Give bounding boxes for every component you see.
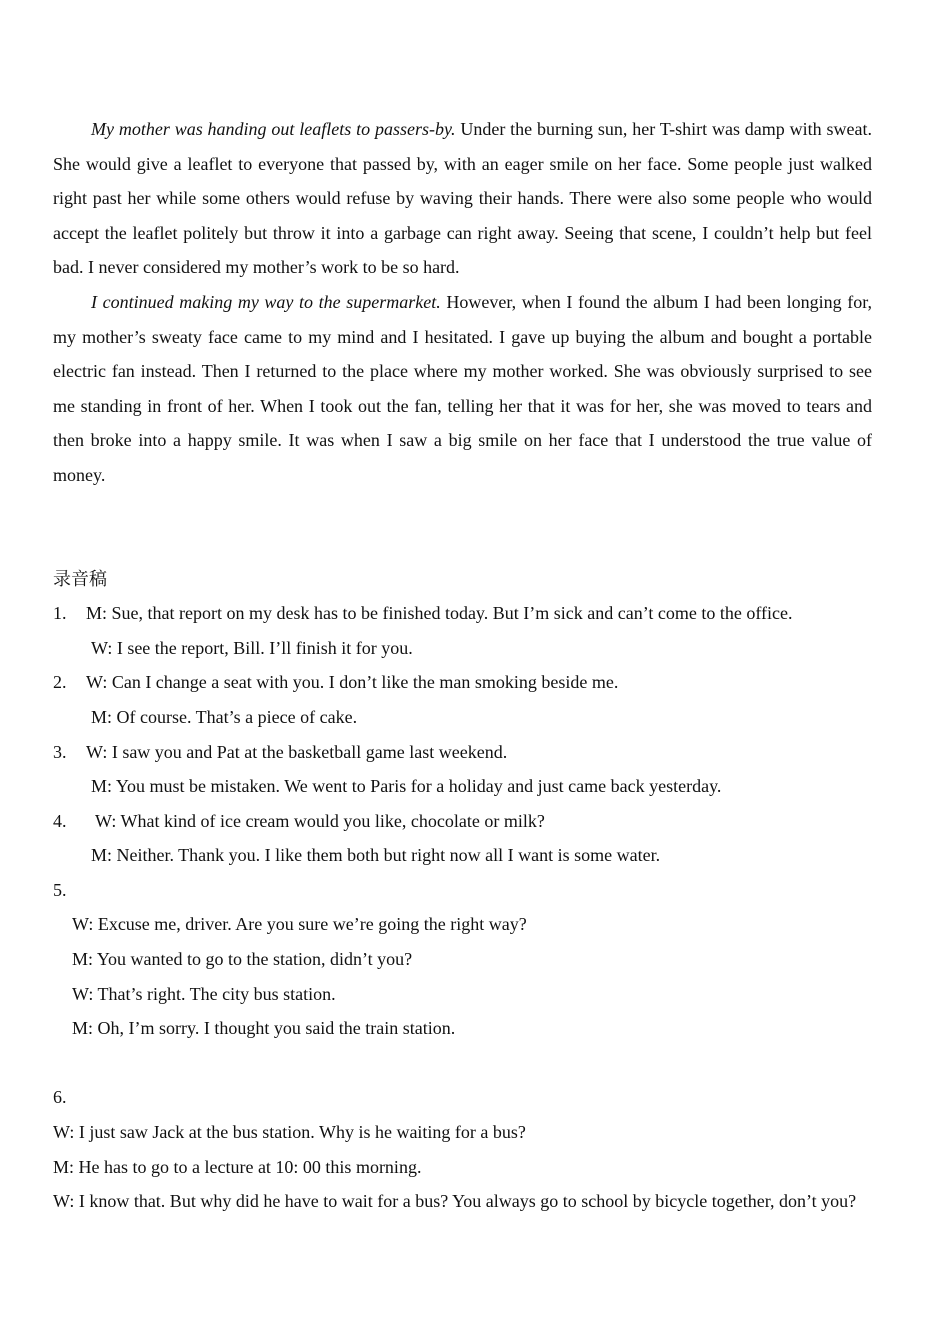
paragraph-body: Under the burning sun, her T-shirt was damp with sweat. She would give a leaflet to everyone that passed by, with an eager smile on her face. Some people just walked right past her while some others would refuse by waving their hands. There were also some people who would accept the leaflet politely but throw it into a garbage can right away. Seeing that scene, I couldn’t help but feel bad. I never considered my mother’s work to be so hard. [53, 119, 872, 278]
dialogue-5-line: M: You wanted to go to the station, didn’t you? [72, 949, 413, 970]
transcript-title: 录音稿 [53, 568, 107, 589]
story-paragraph-1 [53, 112, 872, 285]
document-page [53, 112, 872, 1219]
dialogue-6-number: 6. [53, 1087, 67, 1108]
item-number: 2. [53, 672, 67, 693]
dialogue-3-line-2: M: You must be mistaken. We went to Paris for a holiday and just came back yesterday. [91, 776, 722, 797]
dialogue-6-line: M: He has to go to a lecture at 10: 00 this morning. [53, 1156, 422, 1177]
paragraph-body: However, when I found the album I had been longing for, my mother’s sweaty face came to my mind and I hesitated. I gave up buying the album and bought a portable electric fan instead. Then I returned to the place where my mother worked. She was obviously surprised to see me standing in front of her. When I took out the fan, telling her that it was for her, she was moved to tears and then broke into a happy smile. It was when I saw a big smile on her face that I understood the true value of money. [53, 291, 872, 485]
dialogue-3-line-1: 3. W: I saw you and Pat at the basketball game last weekend. [53, 735, 872, 770]
dialogue-6-line: W: I know that. But why did he have to wait for a bus? You always go to school by bicycle together, don’t you? [53, 1191, 857, 1212]
blank-line [53, 1046, 872, 1081]
paragraph-lead-sentence: My mother was handing out leaflets to passers-by. [91, 119, 456, 139]
item-number: 3. [53, 741, 67, 762]
story-paragraph-2 [53, 285, 872, 493]
dialogue-1-line-1: 1. M: Sue, that report on my desk has to be finished today. But I’m sick and can’t come to the office. [53, 596, 872, 631]
dialogue-1-line-2: W: I see the report, Bill. I’ll finish it for you. [91, 637, 413, 658]
item-number: 4. [53, 810, 67, 831]
paragraph-lead-sentence: I continued making my way to the supermarket. [91, 291, 441, 312]
dialogue-4-line-1: 4. W: What kind of ice cream would you like, chocolate or milk? [53, 804, 872, 839]
dialogue-2-line-1: 2. W: Can I change a seat with you. I don’t like the man smoking beside me. [53, 665, 872, 700]
dialogue-2-line-2: M: Of course. That’s a piece of cake. [91, 706, 358, 727]
dialogue-5-line: W: That’s right. The city bus station. [72, 983, 336, 1004]
dialogue-6-line: W: I just saw Jack at the bus station. Why is he waiting for a bus? [53, 1122, 526, 1143]
dialogue-5-number: 5. [53, 879, 67, 900]
dialogue-5-line: W: Excuse me, driver. Are you sure we’re going the right way? [72, 914, 527, 935]
dialogue-4-line-2: M: Neither. Thank you. I like them both but right now all I want is some water. [91, 845, 661, 866]
item-number: 1. [53, 603, 67, 624]
dialogue-5-line: M: Oh, I’m sorry. I thought you said the train station. [72, 1018, 456, 1039]
